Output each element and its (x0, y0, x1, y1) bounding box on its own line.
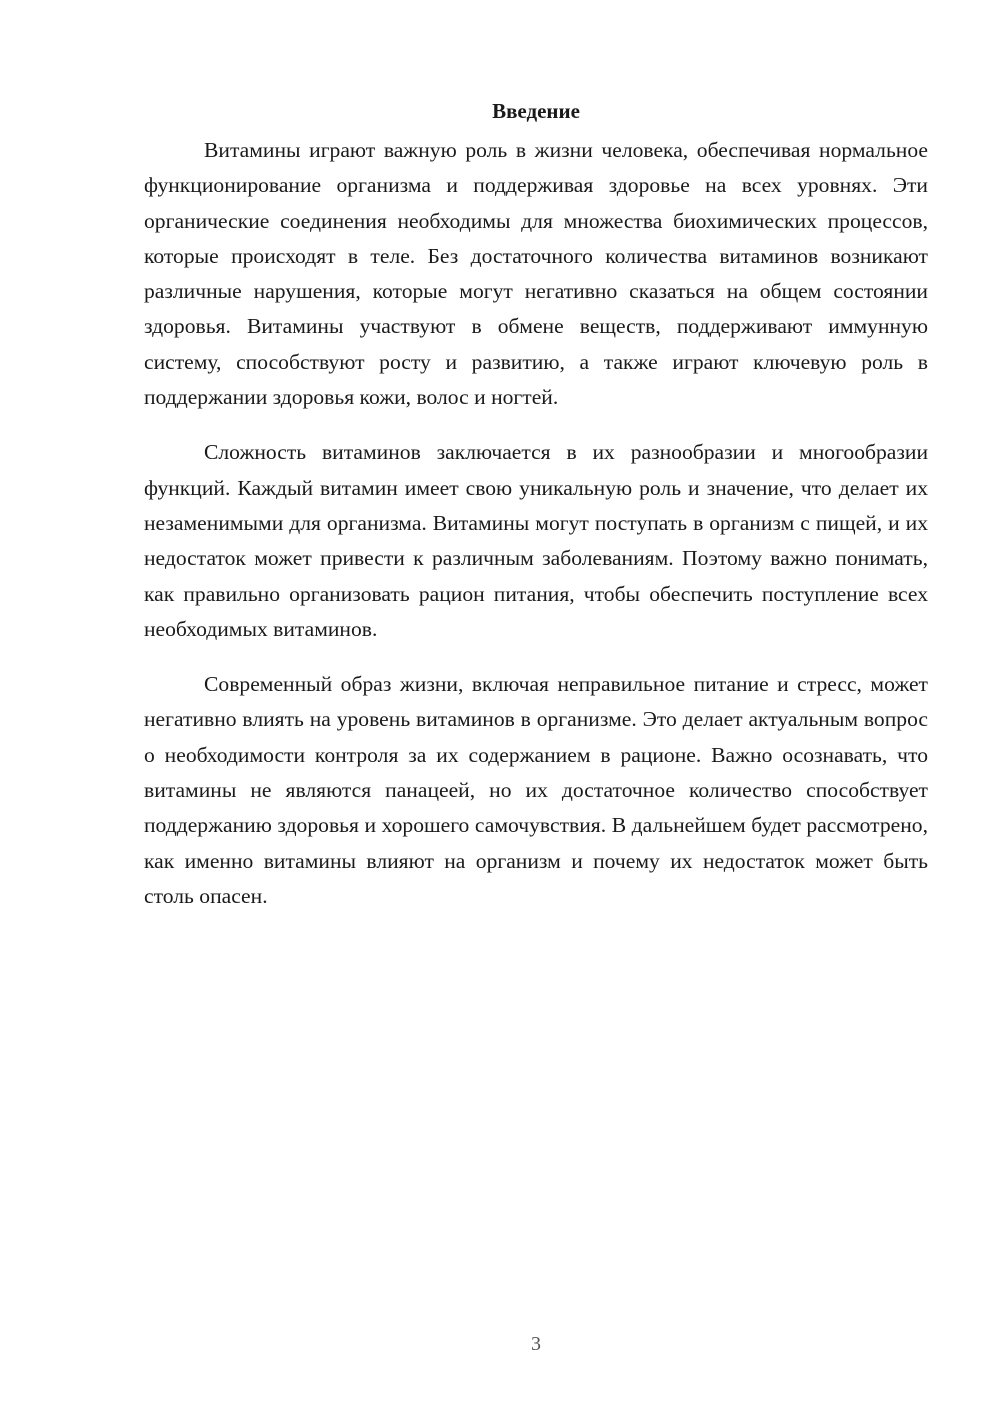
page-content (144, 94, 928, 934)
page-number: 3 (531, 1333, 541, 1355)
section-heading: Введение (492, 99, 580, 123)
paragraph-3: Современный образ жизни, включая неправильное питание и стресс, может негативно влиять на уровень витаминов в организме. Это делает актуальным вопрос о необходимости контроля за их содержанием в рационе. Важно осознавать, что витамины не являются панацеей, но их достаточное количество способствует поддержанию здоровья и хорошего самочувствия. В дальнейшем будет рассмотрено, как именно витамины влияют на организм и почему их недостаток может быть столь опасен. (144, 672, 928, 908)
paragraph-2: Сложность витаминов заключается в их разнообразии и многообразии функций. Каждый витамин имеет свою уникальную роль и значение, что делает их незаменимыми для организма. Витамины могут поступать в организм с пищей, и их недостаток может привести к различным заболеваниям. Поэтому важно понимать, как правильно организовать рацион питания, чтобы обеспечить поступление всех необходимых витаминов. (144, 440, 928, 641)
paragraph-1: Витамины играют важную роль в жизни человека, обеспечивая нормальное функционирование организма и поддерживая здоровье на всех уровнях. Эти органические соединения необходимы для множества биохимических процессов, которые происходят в теле. Без достаточного количества витаминов возникают различные нарушения, которые могут негативно сказаться на общем состоянии здоровья. Витамины участвуют в обмене веществ, поддерживают иммунную систему, способствуют росту и развитию, а также играют ключевую роль в поддержании здоровья кожи, волос и ногтей. (144, 138, 928, 410)
